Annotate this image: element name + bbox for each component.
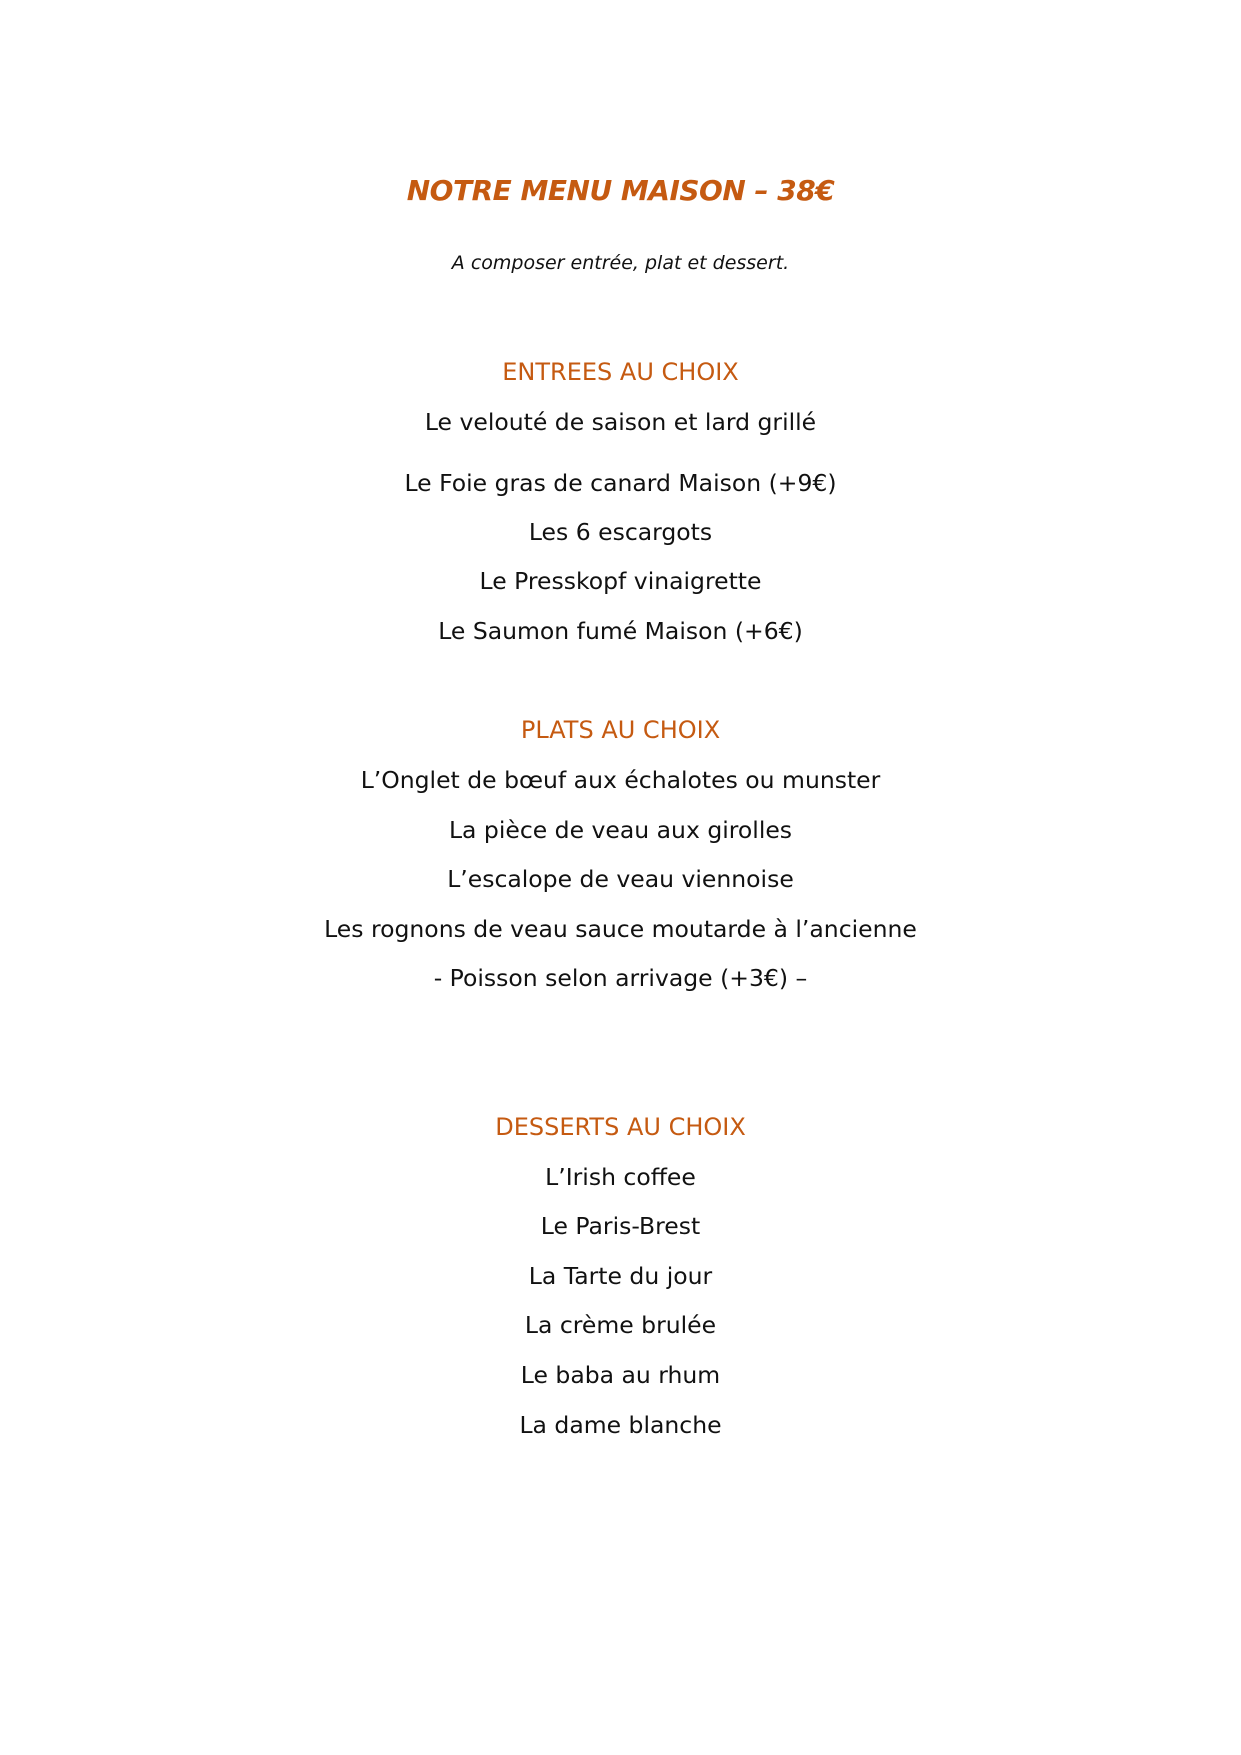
- menu-item: La dame blanche: [519, 1411, 722, 1439]
- menu-item: Le Paris-Brest: [540, 1212, 701, 1240]
- menu-title: NOTRE MENU MAISON – 38€: [406, 174, 835, 207]
- menu-item: La pièce de veau aux girolles: [448, 816, 793, 844]
- menu-item: Le Presskopf vinaigrette: [479, 567, 762, 595]
- menu-item: Les rognons de veau sauce moutarde à l’ancienne: [324, 915, 917, 943]
- section-heading-desserts: DESSERTS AU CHOIX: [495, 1113, 746, 1141]
- section-heading-plats: PLATS AU CHOIX: [520, 716, 721, 744]
- menu-item: - Poisson selon arrivage (+3€) –: [433, 964, 808, 992]
- menu-item: Le Saumon fumé Maison (+6€): [438, 617, 803, 645]
- menu-subtitle: A composer entrée, plat et dessert.: [451, 252, 790, 274]
- menu-item: Le Foie gras de canard Maison (+9€): [404, 469, 837, 497]
- menu-item: L’Irish coffee: [545, 1163, 696, 1191]
- menu-item: L’Onglet de bœuf aux échalotes ou munster: [360, 766, 881, 794]
- section-heading-entrees: ENTREES AU CHOIX: [502, 358, 739, 386]
- menu-item: Le velouté de saison et lard grillé: [424, 408, 817, 436]
- menu-item: L’escalope de veau viennoise: [447, 865, 794, 893]
- menu-item: La crème brulée: [524, 1311, 717, 1339]
- menu-item: Les 6 escargots: [528, 518, 713, 546]
- menu-item: Le baba au rhum: [520, 1361, 721, 1389]
- menu-item: La Tarte du jour: [528, 1262, 713, 1290]
